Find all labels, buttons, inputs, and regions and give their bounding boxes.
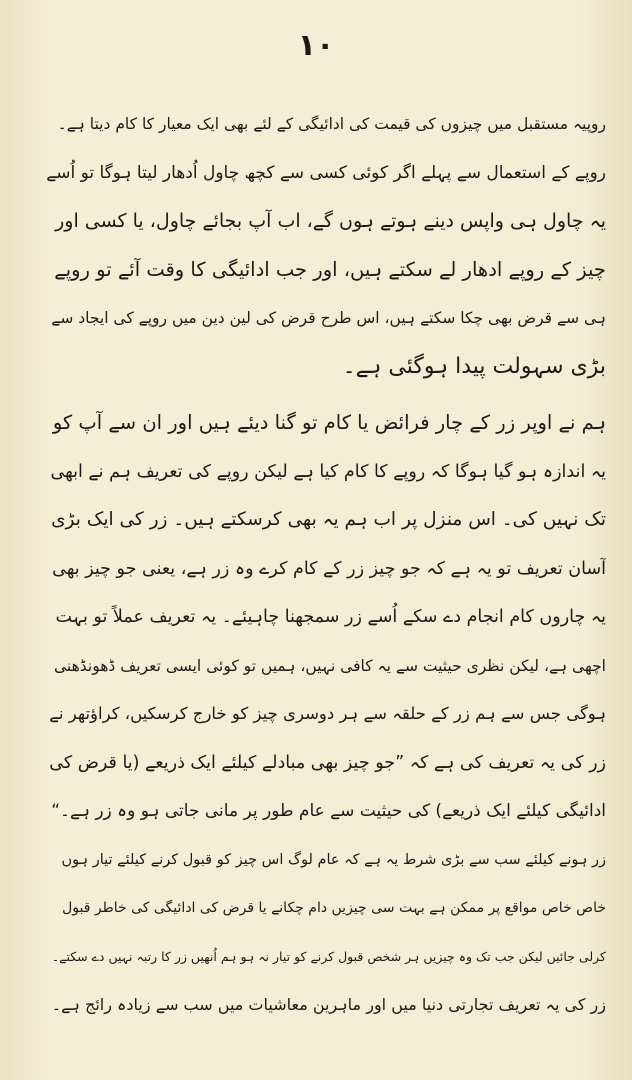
paragraph-gap <box>46 391 606 399</box>
text-line: یہ چاول ہی واپس دینے ہوتے ہوں گے، اب آپ بجائے چاول، یا کسی اور <box>55 210 606 232</box>
text-line: زر کی یہ تعریف کی ہے کہ ”جو چیز بھی مبادلے کیلئے ایک ذریعے (یا قرض کی <box>49 752 606 773</box>
text-line: اچھی ہے، لیکن نظری حیثیت سے یہ کافی نہیں، ہمیں تو کوئی ایسی تعریف ڈھونڈھنی <box>53 656 606 675</box>
text-line: چیز کے روپے ادھار لے سکتے ہیں، اور جب ادائیگی کا وقت آئے تو روپے <box>54 257 606 281</box>
text-line: کرلی جائیں لیکن جب تک وہ چیزیں ہر شخص قبول کرنے کو تیار نہ ہو ہم اُنھیں زر کا رتبہ نہیں دے سکتے۔ <box>51 948 606 964</box>
text-line: ہوگی جس سے ہم زر کے حلقہ سے ہر دوسری چیز کو خارج کرسکیں، کراؤتھر نے <box>49 704 606 723</box>
text-line: ہم نے اوپر زر کے چار فرائض یا کام تو گنا دیئے ہیں اور ان سے آپ کو <box>52 411 606 434</box>
text-line: زر ہونے کیلئے سب سے بڑی شرط یہ ہے کہ عام لوگ اس چیز کو قبول کرنے کیلئے تیار ہوں <box>61 851 606 868</box>
text-line: روپے کے استعمال سے پہلے اگر کوئی کسی سے کچھ چاول اُدھار لیتا ہوگا تو اُسے <box>46 162 606 183</box>
body-text <box>46 100 606 1030</box>
text-line: ادائیگی کیلئے ایک ذریعے) کی حیثیت سے عام طور پر مانی جاتی ہو وہ زر ہے۔“ <box>51 801 606 821</box>
text-line: ہی سے قرض بھی چکا سکتے ہیں، اس طرح قرض کی لین دین میں روپے کی ایجاد سے <box>51 309 606 327</box>
text-line: آسان تعریف تو یہ ہے کہ جو چیز زر کے کام کرے وہ زر ہے، یعنی جو چیز بھی <box>52 558 606 579</box>
text-line: زر کی یہ تعریف تجارتی دنیا میں اور ماہرین معاشیات میں سب سے زیادہ رائج ہے۔ <box>51 995 606 1014</box>
text-line: روپیہ مستقبل میں چیزوں کی قیمت کی ادائیگی کے لئے بھی ایک معیار کا کام دیتا ہے۔ <box>57 115 606 133</box>
text-line: یہ اندازہ ہو گیا ہوگا کہ روپے کا کام کیا ہے لیکن روپے کی تعریف ہم نے ابھی <box>50 461 606 482</box>
text-line: خاص خاص مواقع پر ممکن ہے بہت سی چیزیں دام چکانے یا قرض کی ادائیگی کی خاطر قبول <box>62 900 606 916</box>
text-line: بڑی سہولت پیدا ہوگئی ہے۔ <box>342 353 606 379</box>
text-line: یہ چاروں کام انجام دے سکے اُسے زر سمجھنا چاہیئے۔ یہ تعریف عملاً تو بہت <box>55 607 606 627</box>
page-number: ۱۰ <box>297 28 335 63</box>
text-line: تک نہیں کی۔ اس منزل پر اب ہم یہ بھی کرسکتے ہیں۔ زر کی ایک بڑی <box>51 509 606 530</box>
